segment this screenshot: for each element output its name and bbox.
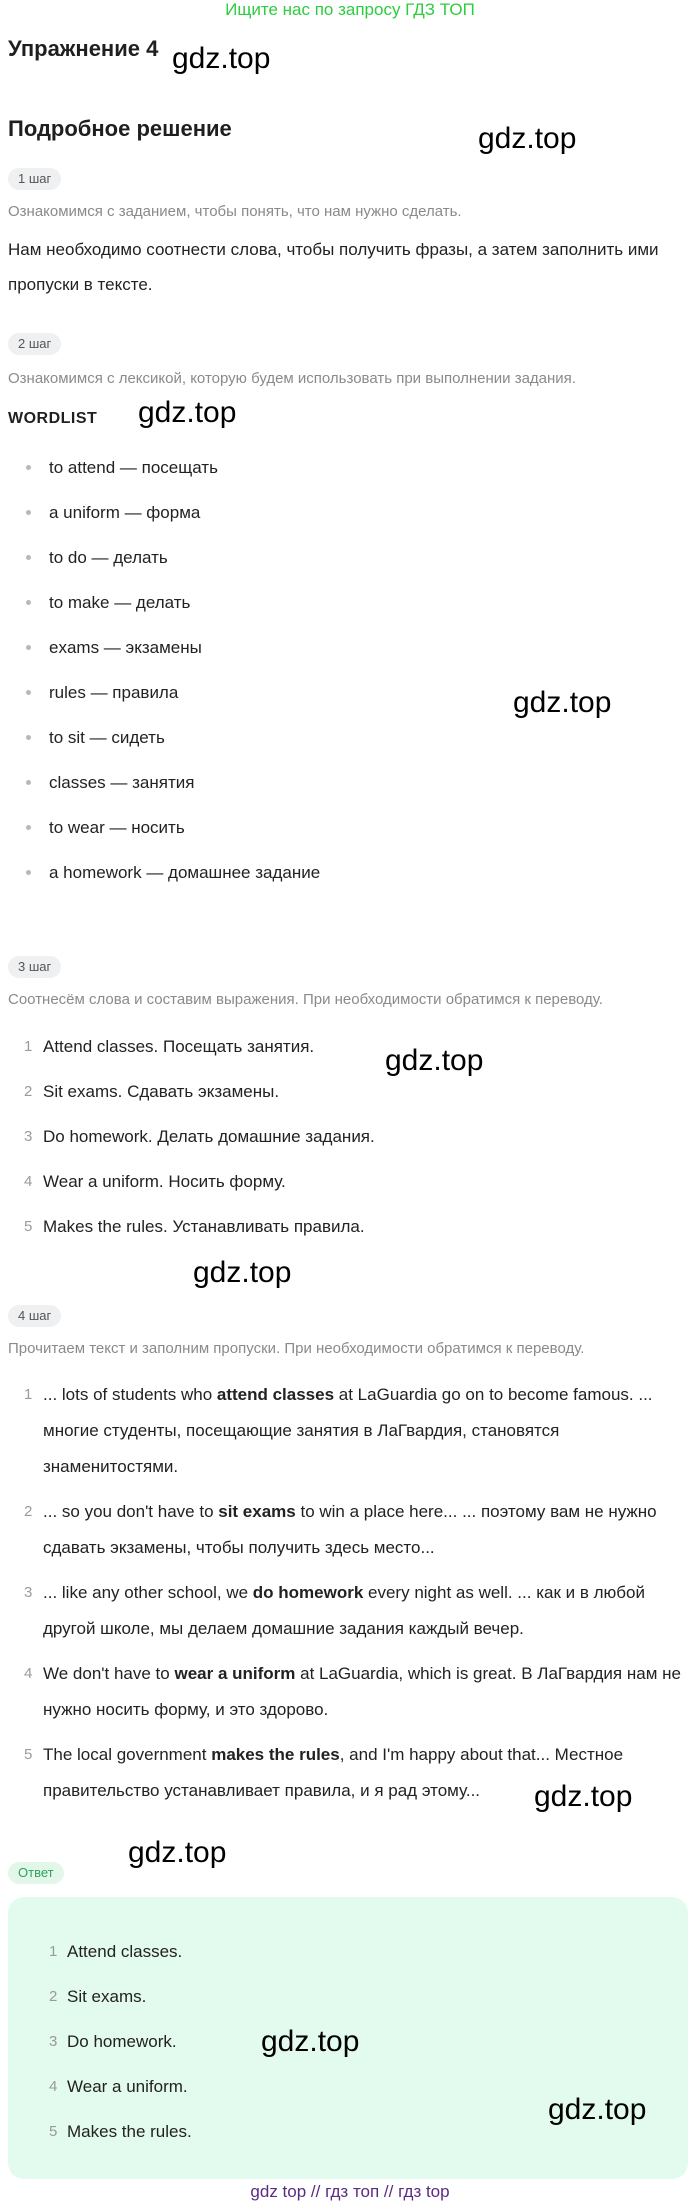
- step-1-badge: 1 шаг: [8, 168, 61, 190]
- item-number: 4: [49, 2078, 58, 2095]
- phrase-text: Do homework. Делать домашние задания.: [43, 1127, 375, 1146]
- answer-text: Wear a uniform.: [67, 2077, 188, 2096]
- watermark: gdz.top: [138, 396, 237, 429]
- list-item: [0, 1214, 375, 1259]
- wordlist-entry: to attend — посещать: [49, 458, 218, 477]
- answer-text: Sit exams.: [67, 1987, 147, 2006]
- page-title: Упражнение 4: [8, 36, 159, 61]
- wordlist-entry: to wear — носить: [49, 818, 185, 837]
- list-item: [0, 725, 320, 770]
- item-number: 1: [49, 1943, 58, 1960]
- list-item: [8, 2074, 192, 2119]
- wordlist-entry: rules — правила: [49, 683, 179, 702]
- watermark: gdz.top: [128, 1836, 227, 1869]
- list-item: [0, 1079, 375, 1124]
- watermark: gdz.top: [513, 686, 612, 719]
- item-number: 3: [24, 1128, 33, 1145]
- item-number: 2: [49, 1988, 58, 2005]
- phrase-text: Sit exams. Сдавать экзамены.: [43, 1082, 280, 1101]
- answer-text: Do homework.: [67, 2032, 177, 2051]
- list-item: [8, 2029, 192, 2074]
- list-item: [8, 1939, 192, 1984]
- sentence-text: The local government makes the rules, and I'm happy about that... Местное правительство устанавливает правила, и я рад этому...: [43, 1745, 624, 1800]
- top-search-link[interactable]: Ищите нас по запросу ГДЗ ТОП: [225, 0, 475, 19]
- list-item: [0, 590, 320, 635]
- sentence-text: We don't have to wear a uniform at LaGuardia, which is great. В ЛаГвардия нам не нужно носить форму, и это здорово.: [43, 1664, 681, 1719]
- bullet-icon: [26, 555, 31, 560]
- phrase-list: [0, 1034, 375, 1259]
- step-1-hint: Ознакомимся с заданием, чтобы понять, что нам нужно сделать.: [8, 203, 462, 220]
- wordlist-entry: to sit — сидеть: [49, 728, 165, 747]
- watermark: gdz.top: [172, 42, 271, 75]
- list-item: [0, 1034, 375, 1079]
- list-item: [0, 635, 320, 680]
- watermark: gdz.top: [478, 122, 577, 155]
- watermark: gdz.top: [534, 1780, 633, 1813]
- phrase-text: Attend classes. Посещать занятия.: [43, 1037, 315, 1056]
- wordlist: [0, 455, 320, 905]
- phrase-text: Makes the rules. Устанавливать правила.: [43, 1217, 365, 1236]
- watermark: gdz.top: [261, 2025, 360, 2058]
- item-number: 2: [24, 1503, 33, 1520]
- sentence-text: ... lots of students who attend classes at LaGuardia go on to become famous. ... многие студенты, посещающие занятия в ЛаГвардия, становятся знаменитостями.: [43, 1385, 653, 1476]
- list-item: [0, 545, 320, 590]
- wordlist-entry: classes — занятия: [49, 773, 195, 792]
- watermark: gdz.top: [193, 1256, 292, 1289]
- bullet-icon: [26, 600, 31, 605]
- item-number: 4: [24, 1665, 33, 1682]
- step-1-text: Нам необходимо соотнести слова, чтобы получить фразы, а затем заполнить ими пропуски в тексте.: [8, 240, 659, 294]
- step-4-badge: 4 шаг: [8, 1305, 61, 1327]
- solution-heading: Подробное решение: [8, 116, 232, 141]
- bullet-icon: [26, 690, 31, 695]
- step-2-badge: 2 шаг: [8, 333, 61, 355]
- item-number: 5: [24, 1746, 33, 1763]
- item-number: 1: [24, 1038, 33, 1055]
- answer-text: Attend classes.: [67, 1942, 183, 1961]
- bullet-icon: [26, 780, 31, 785]
- step-3-hint: Соотнесём слова и составим выражения. При необходимости обратимся к переводу.: [8, 991, 603, 1008]
- sentence-text: ... so you don't have to sit exams to win a place here... ... поэтому вам не нужно сдавать экзамены, чтобы получить здесь место...: [43, 1502, 657, 1557]
- list-item: [0, 1656, 700, 1728]
- bullet-icon: [26, 465, 31, 470]
- list-item: [8, 1984, 192, 2029]
- item-number: 4: [24, 1173, 33, 1190]
- list-item: [0, 1169, 375, 1214]
- wordlist-title: WORDLIST: [8, 410, 98, 427]
- bullet-icon: [26, 510, 31, 515]
- list-item: [0, 770, 320, 815]
- footer-links[interactable]: gdz top // гдз топ // гдз top: [250, 2182, 450, 2201]
- step-3-badge: 3 шаг: [8, 956, 61, 978]
- step-4-hint: Прочитаем текст и заполним пропуски. При необходимости обратимся к переводу.: [8, 1340, 585, 1357]
- list-item: [8, 2119, 192, 2164]
- sentence-text: ... like any other school, we do homework every night as well. ... как и в любой другой школе, мы делаем домашние задания каждый вечер.: [43, 1583, 645, 1638]
- item-number: 3: [49, 2033, 58, 2050]
- item-number: 3: [24, 1584, 33, 1601]
- bullet-icon: [26, 735, 31, 740]
- wordlist-entry: a uniform — форма: [49, 503, 201, 522]
- answer-badge: Ответ: [8, 1862, 64, 1884]
- bullet-icon: [26, 825, 31, 830]
- list-item: [0, 500, 320, 545]
- list-item: [0, 815, 320, 860]
- item-number: 2: [24, 1083, 33, 1100]
- watermark: gdz.top: [385, 1044, 484, 1077]
- step-2-hint: Ознакомимся с лексикой, которую будем использовать при выполнении задания.: [8, 370, 576, 387]
- item-number: 5: [24, 1218, 33, 1235]
- answer-text: Makes the rules.: [67, 2122, 192, 2141]
- list-item: [0, 680, 320, 725]
- list-item: [0, 860, 320, 905]
- filled-phrase: sit exams: [218, 1502, 296, 1521]
- wordlist-entry: exams — экзамены: [49, 638, 202, 657]
- wordlist-entry: to do — делать: [49, 548, 168, 567]
- wordlist-entry: to make — делать: [49, 593, 191, 612]
- list-item: [0, 455, 320, 500]
- item-number: 1: [24, 1386, 33, 1403]
- bullet-icon: [26, 645, 31, 650]
- filled-phrase: wear a uniform: [174, 1664, 296, 1683]
- list-item: [0, 1124, 375, 1169]
- filled-phrase: attend classes: [216, 1385, 335, 1404]
- list-item: [0, 1575, 700, 1647]
- filled-phrase: do homework: [252, 1583, 364, 1602]
- list-item: [0, 1377, 700, 1485]
- filled-phrase: makes the rules: [211, 1745, 340, 1764]
- watermark: gdz.top: [548, 2093, 647, 2126]
- bullet-icon: [26, 870, 31, 875]
- phrase-text: Wear a uniform. Носить форму.: [43, 1172, 286, 1191]
- wordlist-entry: a homework — домашнее задание: [49, 863, 321, 882]
- item-number: 5: [49, 2123, 58, 2140]
- answer-list: [8, 1939, 192, 2164]
- list-item: [0, 1494, 700, 1566]
